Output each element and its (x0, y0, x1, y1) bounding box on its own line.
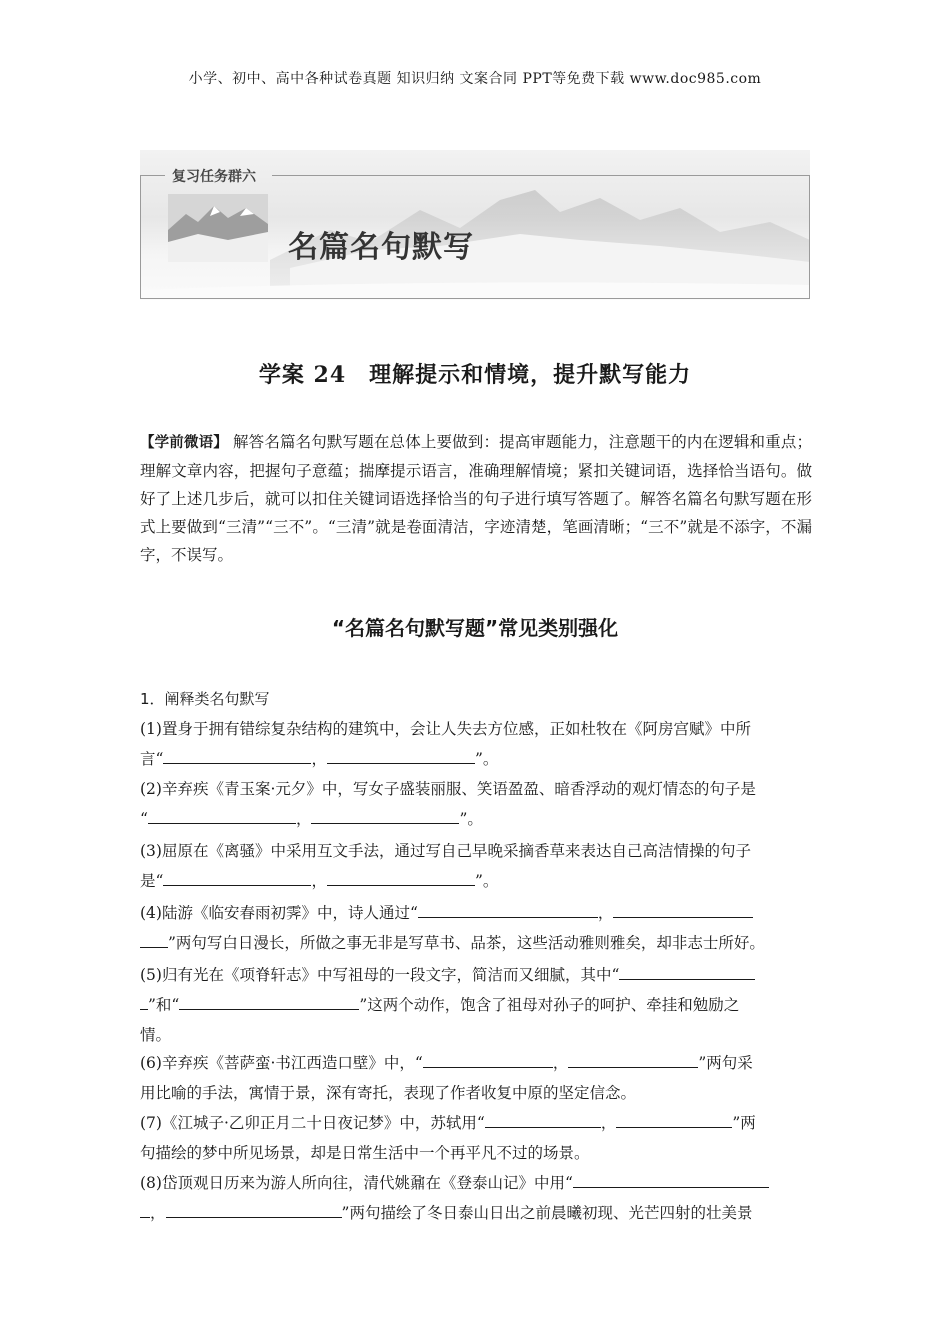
intro-tag: 【学前微语】 (140, 435, 228, 451)
question-text: (1)置身于拥有错综复杂结构的建筑中，会让人失去方位感，正如杜牧在《阿房宫赋》中所 (140, 720, 751, 738)
answer-blank[interactable] (166, 1201, 342, 1218)
answer-blank[interactable] (163, 747, 311, 764)
question-2 (140, 774, 812, 834)
answer-blank-continued[interactable] (140, 931, 168, 948)
question-text: (5)归有光在《项脊轩志》中写祖母的一段文字，简洁而又细腻，其中“ (140, 966, 620, 984)
answer-blank[interactable] (148, 807, 296, 824)
intro-paragraph (140, 428, 812, 569)
answer-blank[interactable] (573, 1171, 769, 1188)
question-text: “ (140, 810, 148, 828)
question-text: ”。 (459, 810, 483, 828)
question-text: (4)陆游《临安春雨初霁》中，诗人通过“ (140, 904, 418, 922)
answer-blank[interactable] (327, 747, 475, 764)
section-title: “名篇名句默写题”常见类别强化 (331, 616, 619, 640)
banner-divider (272, 175, 809, 176)
question-text: ”两句写白日漫长，所做之事无非是写草书、品茶，这些活动雅则雅矣，却非志士所好。 (168, 934, 765, 952)
answer-blank[interactable] (163, 869, 311, 886)
question-text: ”和“ (148, 996, 180, 1014)
question-text: ”两句采 (698, 1054, 753, 1072)
question-text: 是“ (140, 872, 164, 890)
separator: ， (597, 904, 614, 922)
question-4 (140, 898, 812, 958)
separator: ， (600, 1114, 617, 1132)
banner-frame (140, 175, 810, 299)
question-text: 句描绘的梦中所见场景，却是日常生活中一个再平凡不过的场景。 (140, 1144, 590, 1162)
separator: ， (311, 872, 327, 890)
separator: ， (150, 1204, 166, 1222)
answer-blank-continued[interactable] (140, 993, 148, 1010)
answer-blank[interactable] (327, 869, 475, 886)
question-text: (8)岱顶观日历来为游人所向往，清代姚鼐在《登泰山记》中用“ (140, 1174, 573, 1192)
question-1 (140, 714, 812, 774)
answer-blank[interactable] (616, 1111, 732, 1128)
question-7 (140, 1108, 812, 1168)
answer-blank[interactable] (418, 901, 598, 918)
question-text: 情。 (140, 1026, 172, 1044)
intro-text: 解答名篇名句默写题在总体上要做到：提高审题能力，注意题干的内在逻辑和重点；理解文章内容，把握句子意蕴；揣摩提示语言，准确理解情境；紧扣关键词语，选择恰当语句。做好了上述几步后，就可以扣住关键词语选择恰当的句子进行填写答题了。解答名篇名句默写题在形式上要做到“三清”“三不”。“三清”就是卷面清洁，字迹清楚，笔画清晰；“三不”就是不添字，不漏字，不误写。 (140, 433, 812, 564)
banner-label: 复习任务群六 (172, 169, 256, 185)
separator: ， (552, 1054, 569, 1072)
answer-blank[interactable] (311, 807, 459, 824)
question-text: ”这两个动作，饱含了祖母对孙子的呵护、牵挂和勉励之 (359, 996, 740, 1014)
answer-blank[interactable] (179, 993, 359, 1010)
question-text: ”。 (474, 872, 499, 890)
answer-blank[interactable] (423, 1051, 553, 1068)
question-text: (3)屈原在《离骚》中采用互文手法，通过写自己早晚采摘香草来表达自己高洁情操的句子 (140, 842, 751, 860)
site-header: 小学、初中、高中各种试卷真题 知识归纳 文案合同 PPT等免费下载 www.doc985.com (188, 71, 762, 87)
separator: ， (295, 810, 312, 828)
question-text: (2)辛弃疾《青玉案·元夕》中，写女子盛装丽服、笑语盈盈、暗香浮动的观灯情态的句子是 (140, 780, 756, 798)
question-text: ”。 (474, 750, 499, 768)
question-text: (6)辛弃疾《菩萨蛮·书江西造口壁》中，“ (140, 1054, 423, 1072)
answer-blank[interactable] (568, 1051, 698, 1068)
question-3 (140, 836, 812, 896)
question-text: ”两 (732, 1114, 756, 1132)
answer-blank[interactable] (613, 901, 753, 918)
question-8 (140, 1168, 812, 1228)
question-text: 用比喻的手法，寓情于景，深有寄托，表现了作者收复中原的坚定信念。 (140, 1084, 637, 1102)
banner-title: 名篇名句默写 (288, 230, 474, 265)
answer-blank[interactable] (619, 963, 755, 980)
question-text: 言“ (140, 750, 164, 768)
question-text: ”两句描绘了冬日泰山日出之前晨曦初现、光芒四射的壮美景 (341, 1204, 753, 1222)
question-5 (140, 960, 812, 1050)
answer-blank-continued[interactable] (140, 1201, 150, 1218)
separator: ， (311, 750, 327, 768)
lesson-title: 学案 24 理解提示和情境，提升默写能力 (258, 362, 692, 388)
question-text: (7)《江城子·乙卯正月二十日夜记梦》中，苏轼用“ (140, 1114, 485, 1132)
answer-blank[interactable] (485, 1111, 601, 1128)
banner-divider (140, 175, 165, 176)
category-title: 1．阐释类名句默写 (140, 690, 270, 708)
question-6 (140, 1048, 812, 1108)
